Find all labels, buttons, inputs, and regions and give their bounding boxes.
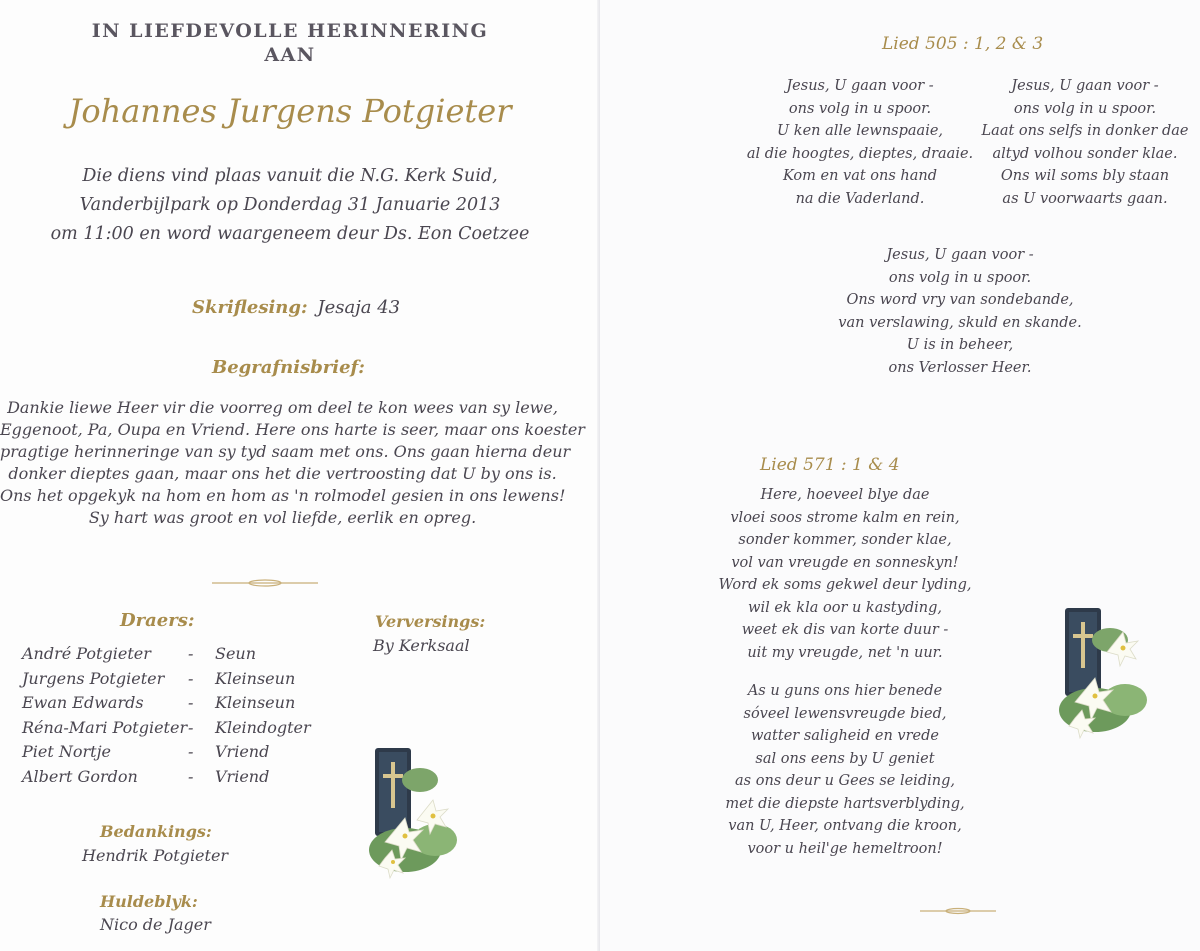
hymn-line: Jesus, U gaan voor - (886, 247, 1034, 263)
hymn-line: Word ek soms gekwel deur lyding, (718, 577, 972, 593)
hymn-line: U is in beheer, (906, 337, 1014, 353)
hymn-line: uit my vreugde, net 'n uur. (747, 644, 943, 661)
intro-line: om 11:00 en word waargeneem deur Ds. Eon Coetzee (50, 224, 530, 244)
right-page (600, 0, 1200, 951)
bearer-name: Réna-Mari Potgieter (22, 717, 188, 737)
bearer-dash: - (188, 766, 194, 786)
cross-lily-window-illustration (365, 740, 465, 880)
hymn1-title: Lied 505 : 1, 2 & 3 (882, 34, 1044, 54)
hymn-line: Ons word vry van sondebande, (846, 292, 1074, 308)
thanks-value: Hendrik Potgieter (82, 846, 229, 865)
bearer-name: Ewan Edwards (22, 693, 144, 712)
hymn1-verse1 (740, 75, 980, 210)
hymn-line: U ken alle lewnspaaie, (776, 123, 944, 139)
refreshments-value: By Kerksaal (373, 636, 470, 655)
scripture-value: Jesaja 43 (317, 297, 401, 318)
hymn-line: as ons deur u Gees se leiding, (735, 773, 955, 789)
hymn-line: van U, Heer, ontvang die kroon, (728, 818, 962, 834)
bearer-dash: - (188, 644, 194, 663)
thanks-title: Bedankings: (100, 822, 212, 841)
letter-body (0, 397, 585, 529)
hymn-line: Jesus, U gaan voor - (786, 78, 934, 94)
bearers-title: Draers: (120, 610, 195, 631)
bearer-dash: - (188, 668, 194, 688)
bearer-dash: - (188, 693, 194, 712)
intro-line: Die diens vind plaas vanuit die N.G. Kerk Suid, (82, 166, 498, 186)
hymn2-title: Lied 571 : 1 & 4 (760, 455, 900, 475)
service-intro (30, 162, 550, 249)
hymn-line: al die hoogtes, dieptes, draaie. (746, 145, 974, 162)
letter-line: Dankie liewe Heer vir die voorreg om deel te kon wees van sy lewe, (7, 398, 558, 417)
letter-title: Begrafnisbrief: (212, 357, 365, 378)
hymn-line: wil ek kla oor u kastyding, (748, 599, 942, 616)
letter-line: donker dieptes gaan, maar ons het die vertroosting dat U by ons is. (8, 464, 557, 483)
cross-lily-window-illustration (1055, 600, 1155, 740)
header-line-1: IN LIEFDEVOLLE HERINNERING (91, 20, 489, 42)
bearer-dash: - (188, 717, 194, 737)
header-line-2: AAN (264, 44, 316, 66)
scripture-line (192, 297, 400, 318)
bearer-name: André Potgieter (22, 644, 151, 663)
refreshments-title: Verversings: (375, 612, 486, 631)
hymn-line: sóveel lewensvreugde bied, (743, 705, 947, 722)
hymn2-verse2 (710, 680, 980, 860)
hymn1-verse2 (975, 75, 1195, 210)
hymn-line: na die Vaderland. (795, 190, 925, 207)
hymn-line: Kom en vat ons hand (782, 168, 938, 184)
bearer-relation: Kleinseun (215, 693, 296, 712)
bearer-name: Albert Gordon (22, 766, 138, 786)
hymn-line: weet ek dis van korte duur - (741, 622, 949, 638)
tribute-value: Nico de Jager (100, 915, 211, 934)
letter-line: Ons het opgekyk na hom en hom as 'n rolmodel gesien in ons lewens! (0, 486, 566, 505)
bearer-relation: Kleinseun (215, 668, 296, 688)
memorial-header (60, 20, 520, 66)
hymn-line: van verslawing, skuld en skande. (838, 314, 1082, 331)
hymn-line: Ons wil soms bly staan (1000, 168, 1170, 184)
hymn-line: ons Verlosser Heer. (888, 359, 1032, 376)
hymn-line: ons volg in u spoor. (788, 100, 932, 117)
bearer-relation: Vriend (215, 766, 270, 786)
hymn-line: sal ons eens by U geniet (755, 750, 935, 767)
hymn2-verse1 (710, 484, 980, 664)
hymn-line: as U voorwaarts gaan. (1002, 190, 1168, 207)
hymn-line: watter saligheid en vrede (750, 728, 940, 744)
bearer-relation: Seun (215, 644, 257, 663)
hymn-line: voor u heil'ge hemeltroon! (747, 840, 943, 857)
hymn-line: Laat ons selfs in donker dae (981, 123, 1189, 139)
hymn-line: vloei soos strome kalm en rein, (730, 509, 960, 526)
bearer-relation: Kleindogter (215, 717, 311, 737)
letter-line: Eggenoot, Pa, Oupa en Vriend. Here ons harte is seer, maar ons koester (0, 420, 585, 439)
ornament-divider (212, 578, 318, 588)
hymn-line: vol van vreugde en sonneskyn! (731, 554, 959, 571)
hymn-line: ons volg in u spoor. (888, 269, 1032, 286)
letter-line: Sy hart was groot en vol liefde, eerlik en opreg. (88, 508, 477, 527)
hymn-line: altyd volhou sonder klae. (992, 145, 1178, 162)
letter-line: pragtige herinneringe van sy tyd saam met ons. Ons gaan hierna deur (0, 442, 571, 461)
deceased-name: Johannes Jurgens Potgieter (68, 92, 512, 130)
intro-line: Vanderbijlpark op Donderdag 31 Januarie 2013 (79, 195, 501, 215)
bearer-name: Piet Nortje (22, 742, 112, 761)
hymn-line: As u guns ons hier benede (747, 683, 943, 699)
hymn-line: sonder kommer, sonder klae, (738, 532, 952, 548)
bearer-dash: - (188, 742, 194, 761)
tribute-title: Huldeblyk: (100, 892, 198, 911)
hymn-line: Jesus, U gaan voor - (1011, 78, 1159, 94)
hymn-line: ons volg in u spoor. (1013, 100, 1157, 117)
scripture-label: Skriflesing: (192, 297, 308, 318)
hymn-line: Here, hoeveel blye dae (760, 487, 930, 503)
hymn1-verse3 (830, 244, 1090, 379)
bearer-name: Jurgens Potgieter (22, 668, 165, 688)
hymn-line: met die diepste hartsverblyding, (725, 795, 965, 812)
bearer-relation: Vriend (215, 742, 270, 761)
ornament-divider (920, 906, 996, 916)
